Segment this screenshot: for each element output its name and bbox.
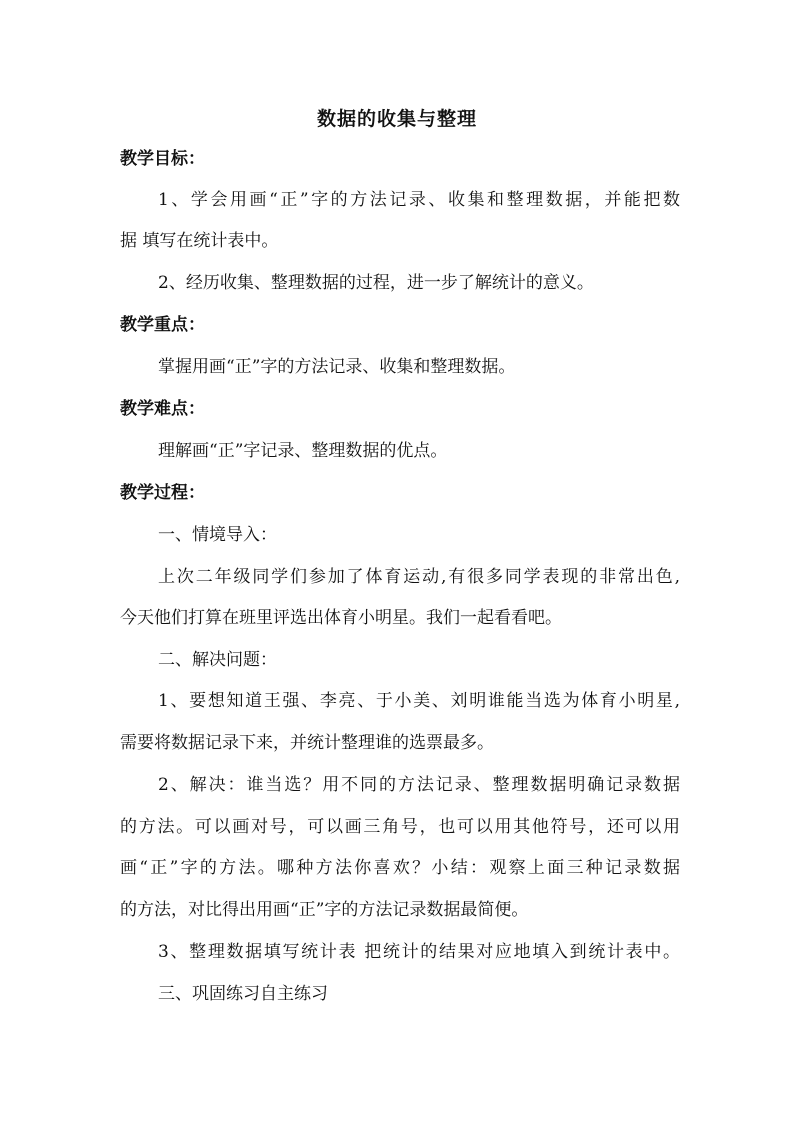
section-1-heading: 一、情境导入： xyxy=(158,525,277,545)
objective-1-line-1: 1、学会用画“正”字的方法记录、收集和整理数据，并能把数 xyxy=(158,190,680,210)
item-1-line-1: 1、要想知道王强、李亮、于小美、刘明谁能当选为体育小明星, xyxy=(158,691,680,711)
document-title: 数据的收集与整理 xyxy=(316,108,477,130)
difficulties-text: 理解画“正”字记录、整理数据的优点。 xyxy=(158,441,448,461)
process-heading: 教学过程： xyxy=(120,483,205,503)
item-2-line-3: 画“正”字的方法。哪种方法你喜欢？小结：观察上面三种记录数据 xyxy=(120,858,680,878)
item-2-line-2: 的方法。可以画对号，可以画三角号，也可以用其他符号，还可以用 xyxy=(120,817,680,837)
section-3-heading: 三、巩固练习自主练习 xyxy=(158,984,328,1004)
difficulties-heading: 教学难点： xyxy=(120,399,205,419)
item-3: 3、整理数据填写统计表 把统计的结果对应地填入到统计表中。 xyxy=(158,942,680,962)
objective-2: 2、经历收集、整理数据的过程，进一步了解统计的意义。 xyxy=(158,273,594,293)
item-1-line-2: 需要将数据记录下来，并统计整理谁的选票最多。 xyxy=(120,733,494,753)
section-2-heading: 二、解决问题： xyxy=(158,650,277,670)
item-2-line-4: 的方法，对比得出用画“正”字的方法记录数据最简便。 xyxy=(120,900,529,920)
key-points-text: 掌握用画“正”字的方法记录、收集和整理数据。 xyxy=(158,357,516,377)
item-2-line-1: 2、解决：谁当选？用不同的方法记录、整理数据明确记录数据 xyxy=(158,775,680,795)
section-1-line-2: 今天他们打算在班里评选出体育小明星。我们一起看看吧。 xyxy=(120,608,562,628)
section-1-line-1: 上次二年级同学们参加了体育运动,有很多同学表现的非常出色, xyxy=(158,567,680,587)
objectives-heading: 教学目标： xyxy=(120,149,205,169)
objective-1-line-2: 据 填写在统计表中。 xyxy=(120,231,279,251)
key-points-heading: 教学重点： xyxy=(120,315,205,335)
